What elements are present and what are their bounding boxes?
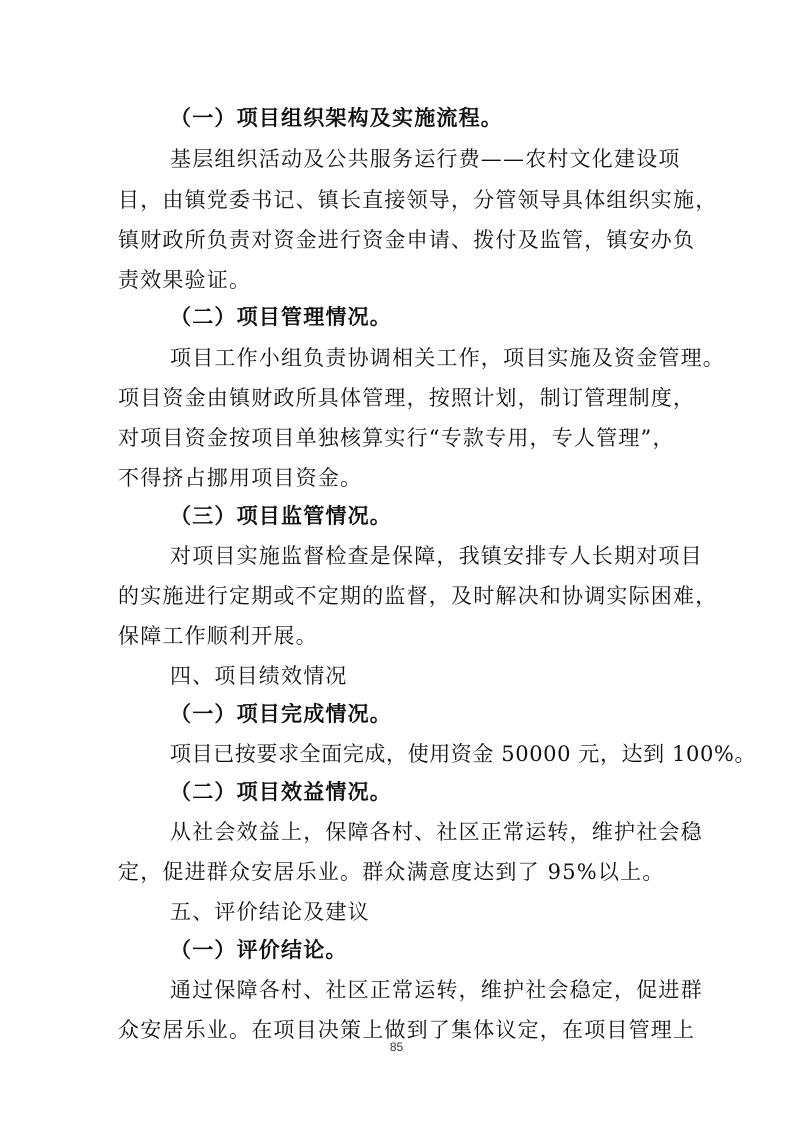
chapter-title: 五、评价结论及建议: [170, 900, 370, 924]
paragraph-line: 镇财政所负责对资金进行资金申请、拨付及监管，镇安办负: [118, 228, 696, 252]
paragraph-line: 对项目资金按项目单独核算实行“专款专用，专人管理”，: [118, 426, 675, 450]
paragraph-line: 的实施进行定期或不定期的监督，及时解决和协调实际困难，: [118, 584, 718, 608]
paragraph-line: 从社会效益上，保障各村、社区正常运转，维护社会稳: [170, 820, 703, 844]
paragraph-line: 项目工作小组负责协调相关工作，项目实施及资金管理。: [170, 346, 725, 370]
section-heading: （一）项目组织架构及实施流程。: [170, 106, 503, 130]
section-heading: （二）项目效益情况。: [170, 780, 392, 804]
paragraph-line: 对项目实施监督检查是保障，我镇安排专人长期对项目: [170, 544, 703, 568]
paragraph-line: 定，促进群众安居乐业。群众满意度达到了 95%以上。: [118, 860, 665, 884]
paragraph-line: 目，由镇党委书记、镇长直接领导，分管领导具体组织实施，: [118, 188, 718, 212]
section-heading: （三）项目监管情况。: [170, 504, 392, 528]
paragraph-line: 项目资金由镇财政所具体管理，按照计划，制订管理制度，: [118, 386, 696, 410]
paragraph-line: 不得挤占挪用项目资金。: [118, 466, 363, 490]
page-number: 85: [389, 1040, 404, 1054]
section-heading: （二）项目管理情况。: [170, 305, 392, 329]
paragraph-line: 保障工作顺利开展。: [118, 624, 318, 648]
paragraph-line: 项目已按要求全面完成，使用资金 50000 元，达到 100%。: [170, 742, 757, 766]
paragraph-line: 通过保障各村、社区正常运转，维护社会稳定，促进群: [170, 978, 703, 1002]
paragraph-line: 责效果验证。: [118, 268, 252, 292]
chapter-title: 四、项目绩效情况: [170, 664, 348, 688]
paragraph-line: 众安居乐业。在项目决策上做到了集体议定，在项目管理上: [118, 1018, 696, 1042]
paragraph-line: 基层组织活动及公共服务运行费——农村文化建设项: [170, 147, 681, 171]
section-heading: （一）项目完成情况。: [170, 702, 392, 726]
section-heading: （一）评价结论。: [170, 938, 348, 962]
